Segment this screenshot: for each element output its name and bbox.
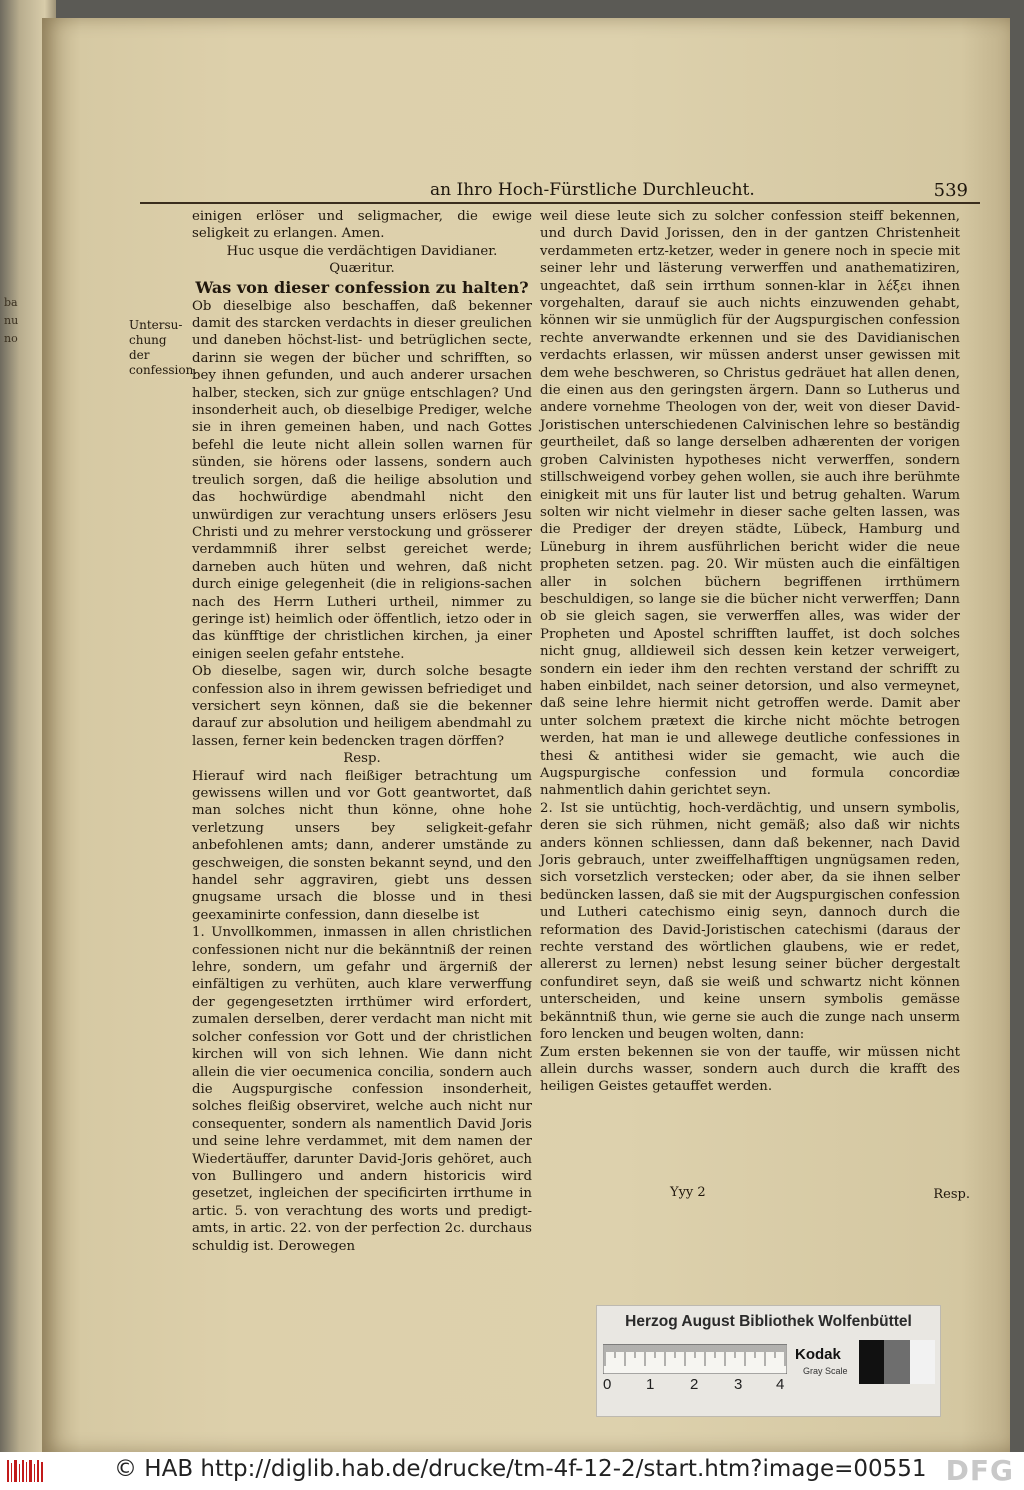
ruler-scale — [603, 1344, 787, 1374]
page-text-block — [129, 180, 982, 1254]
gray-scale-label: Gray Scale — [803, 1366, 848, 1376]
footer-bar — [0, 1452, 1024, 1490]
paragraph: Huc usque die verdächtigen Davidianer. — [226, 243, 498, 259]
margin-note-line: confession. — [129, 363, 198, 377]
ruler-number: 0 — [603, 1376, 612, 1393]
swatch-white — [910, 1340, 935, 1384]
previous-page-edge: ba nu no — [0, 0, 56, 1452]
paragraph: Zum ersten bekennen sie von der tauffe, wir müssen nicht allein durchs wasser, sondern auch durch die krafft des heiligen Geistes getauffet werden. — [540, 1044, 960, 1095]
paragraph: Was von dieser confession zu halten? — [195, 277, 529, 297]
scanned-page — [42, 18, 1010, 1452]
barcode-icon — [6, 1458, 44, 1484]
paragraph: weil diese leute sich zu solcher confession steiff bekennen, und durch David Jorissen, den in der gantzen Christenheit verdammeten ertz-ketzer, weder in genere noch in specie mit seiner lehr und lästerung verwerffen und anathematiziren, ungeachtet, daß sein irrthum sonnen-klar in λέξει ihnen vorgehalten, darauf sie auch nichts einzuwenden gehabt, können wir sie unmüglich für der Augspurgischen confession rechte anverwandte erkennen und sie des Davidianischen verdachts erlassen, wir müssen anderst unser gewissen mit dem wehe beschweren, so Christus gedräuet hat allen denen, die einen aus den geringsten ärgern. Dann so Lutherus und andere vornehme Theologen von der, weit von dieser David-Joristischen unterschiedenen Calvinischen lehre so beständig geurtheilet, daß so lange derselben adhærenten der vorigen groben Calvinisten hypotheses nicht verwerffen, sondern stillschweigend vorbey gehen wollen, sie auch ihre berühmte einigkeit mit uns für lauter list und betrug gehalten. Warum solten wir nicht vielmehr in dieser sache gelten lassen, was die Prediger der dreyen städte, Lübeck, Hamburg und Lüneburg in ihrem ausführlichen bericht wider die neue propheten setzen. pag. 20. Wir müsten auch die einfältigen aller in solchen büchern begriffenen irrthümern beschuldigen, so lange sie die bücher nicht verwerffen; Dann ob sie gleich sagen, sie verwerffen alles, was wider der Propheten und Apostel schrifften lauffet, ist doch solches nicht gnug, alldieweil sich dessen kein ketzer verweigert, sondern ein ieder ihm den rechten verstand der schrifft zu haben einbildet, nach seiner detorsion, und also vermeynet, daß seine lehre hiermit nicht getroffen werde. Damit aber unter solchem prætext die kirche nicht möchte betrogen werden, hat man ie und allewege deutliche confessiones in thesi & antithesi wider sie gemacht, wie auch die Augspurgische confession und formula concordiæ nahmentlich dahin gerichtet seyn. — [540, 209, 960, 799]
ruler-number: 1 — [646, 1376, 655, 1393]
library-label: Herzog August Bibliothek Wolfenbüttel — [625, 1313, 912, 1330]
paragraph: Hierauf wird nach fleißiger betrachtung um gewissens willen und vor Gott geantwortet, daß man solches nicht thun könne, ohne hohe verletzung unsers bey seligkeit-gefahr anbefohlenen amts; dann, anderer umstände zu geschweigen, die sonsten bekannt seynd, und den handel sehr aggraviren, giebt uns dessen gnugsame ursach die blosse und in thesi geexaminirte confession, dann dieselbe ist — [192, 768, 532, 923]
gray-swatches — [859, 1340, 935, 1384]
catchword: Resp. — [933, 1187, 970, 1202]
dfg-logo: DFG — [945, 1454, 1014, 1487]
swatch-gray — [884, 1340, 909, 1384]
margin-note-line: Untersu- — [129, 318, 183, 332]
page-number: 539 — [933, 180, 968, 201]
swatch-black — [859, 1340, 884, 1384]
running-head: an Ihro Hoch-Fürstliche Durchleucht. — [430, 180, 755, 200]
signature-mark: Yyy 2 — [670, 1185, 706, 1200]
paragraph: Resp. — [343, 751, 381, 767]
paragraph: 2. Ist sie untüchtig, hoch-verdächtig, und unsern symbolis, deren sie sich rühmen, nicht gemäß; also daß wir nichts anders können schliessen, dann daß bekenner, nach David Joris gebrauch, unter zweiffelhafftigen ungnügsamen reden, sich vorsetzlich verstecken; oder aber, da sie ihnen selber bedüncken lassen, daß sie mit der Augspurgischen confession und Lutheri catechismo einig seyn, dannoch durch die reformation des David-Joristischen catechismi (daraus der rechte verstand des wörtlichen glaubens, wie er redet, allererst zu lernen) nebst lesung seiner bücher dergestalt confundiret seyn, daß sie weiß und schwartz nicht können unterscheiden, und keine unsern symbolis gemässe bekänntniß thun, wie gerne sie auch die zunge nach unserm foro lencken und beugen wolten, dann: — [540, 800, 960, 1043]
right-column — [540, 208, 960, 1096]
margin-note-line: chung der — [129, 333, 167, 362]
paragraph: Ob dieselbige also beschaffen, daß bekenner damit des starcken verdachts in dieser greulichen und daneben höchst-list- und betrüglichen secte, darinn sie wegen der bücher und schrifften, so bey ihnen gefunden, und auch anderer ursachen halber, stecken, sich zur gnüge entschlagen? Und insonderheit auch, ob dieselbige Prediger, welche sie in ihren gemeinen haben, und nach Gottes befehl die leute nicht allein sollen warnen für sünden, sie hörens oder lassens, sondern auch treulich sorgen, daß die heilige absolution und das hochwürdige abendmahl nicht den unwürdigen zur verachtung unsers erlösers Jesu Christi und zu mehrer verstockung und grösserer verdammniß ihrer selbst gereichet werde; darneben auch hüten und wehren, daß nicht durch einige gelegenheit (die in religions-sachen nach des Herrn Lutheri urtheil, nimmer zu geringe ist) heimlich oder öffentlich, ietzo oder in das künfftige der christlichen kirchen, ja einer einigen seelen gefahr entstehe. — [192, 298, 532, 662]
margin-note — [129, 318, 198, 378]
color-calibration-card — [596, 1305, 941, 1417]
ruler-number: 2 — [690, 1376, 699, 1393]
paragraph: Ob dieselbe, sagen wir, durch solche besagte confession also in ihrem gewissen befriediget und versichert seyn können, daß sie die bekenner darauf zur absolution und heiligem abendmahl zu lassen, ferner kein bedencken tragen dörffen? — [192, 664, 532, 749]
kodak-brand: Kodak — [795, 1346, 841, 1363]
paragraph: 1. Unvollkommen, inmassen in allen christlichen confessionen nicht nur die bekänntniß der reinen lehre, sondern, um gefahr und ärgerniß der einfältigen zu verhüten, auch klare verwerffung der gegengesetzten irrthümer wird erfordert, zumalen derselben, derer verdacht man nicht mit solcher confession vor Gott und der christlichen kirchen will von sich lehnen. Wie dann nicht allein die vier oecumenica concilia, sondern auch die Augspurgische confession insonderheit, solches fleißig observiret, welche auch nicht nur consequenter, sondern als namentlich David Joris und seine lehre verdammet, mit dem namen der Wiedertäuffer, darunter David-Joris gehöret, auch von Bullingero und andern historicis wird gesetzet, ingleichen der specificirten irrthume in artic. 5. von verachtung des worts und predigt-amts, in artic. 22. von der perfection 2c. durchaus schuldig ist. Derowegen — [192, 925, 532, 1254]
source-url-text: © HAB http://diglib.hab.de/drucke/tm-4f-12-2/start.htm?image=00551 — [114, 1456, 927, 1482]
left-column — [192, 208, 532, 1255]
ruler-number: 3 — [734, 1376, 743, 1393]
ruler-number: 4 — [776, 1376, 785, 1393]
paragraph: einigen erlöser und seligmacher, die ewige seligkeit zu erlangen. Amen. — [192, 209, 532, 242]
header-rule — [140, 202, 980, 204]
paragraph: Quæritur. — [329, 261, 395, 277]
